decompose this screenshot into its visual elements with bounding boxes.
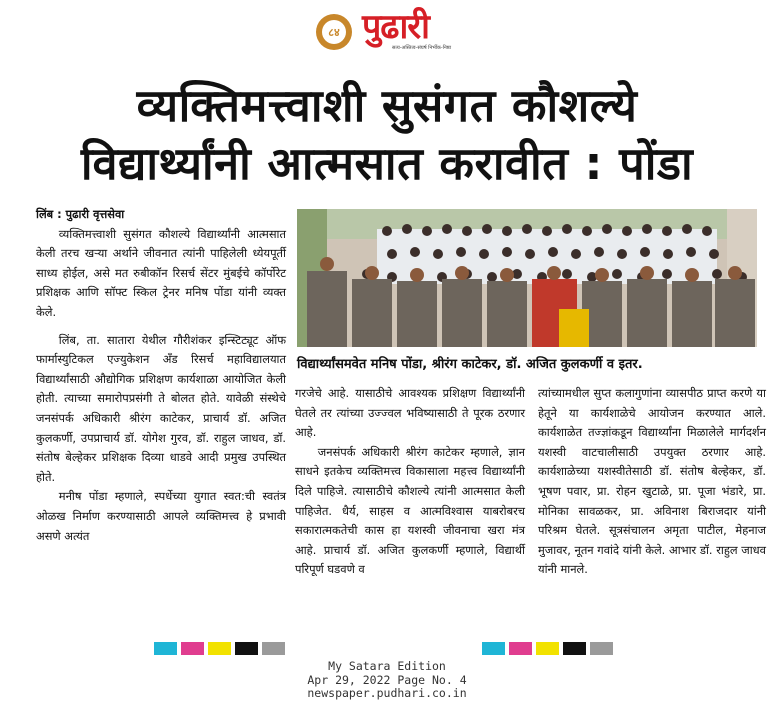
color-swatch-gray (262, 642, 285, 655)
edition-name: My Satara Edition (328, 659, 446, 673)
article-paragraph: लिंब, ता. सातारा येथील गौरीशंकर इन्स्टिट्यूट ऑफ फार्मास्युटिकल एज्युकेशन अँड रिसर्च महाविद्यालयात विद्यार्थ्यांसाठी औद्योगिक प्रशिक्षण कार्यशाळा आयोजित केली होती. त्याच्या समारोपप्रसंगी ते बोलत होते. यावेळी संस्थेचे जनसंपर्क अधिकारी श्रीरंग काटेकर, प्राचार्य डॉ. अजित कुलकर्णी, उपप्राचार्य डॉ. योगेश गुरव, डॉ. राहुल जाधव, डॉ. संतोष बेल्हेकर प्रशिक्षक दिव्या धाडवे आदी प्रमुख उपस्थित होते. (36, 332, 286, 484)
color-swatch-yellow (536, 642, 559, 655)
pudhari-seal-logo (314, 12, 354, 52)
edition-date: Apr 29, 2022 Page No. 4 (307, 672, 467, 687)
registration-color-bar-right (482, 642, 617, 655)
seal-text: ८४ (328, 26, 340, 39)
edition-url: newspaper.pudhari.co.in (307, 686, 467, 700)
article-paragraph: त्यांच्यामधील सुप्त कलागुणांना व्यासपीठ प्राप्त करणे या हेतूने या कार्यशाळेचे आयोजन करण्यात आले. कार्यशाळेत तज्ज्ञांकडून विद्यार्थ्यांना मिळालेले मार्गदर्शन यशस्वी वाटचालीसाठी उपयुक्त ठरणार आहे. कार्यशाळेच्या यशस्वीतेसाठी डॉ. संतोष बेल्हेकर, डॉ. भूषण पवार, प्रा. रोहन खुटाळे, प्रा. पूजा भंडारे, प्रा. मोनिका सावळकर, प्रा. अविनाश बिराजदार यांनी परिश्रम घेतले. सूत्रसंचालन अमृता पाटील, मेहनाज मुजावर, नूतन गवांदे यांनी केले. आभार डॉ. राहुल जाधव यांनी मानले. (538, 386, 766, 577)
article-column-3 (538, 384, 766, 580)
photo-caption: विद्यार्थ्यांसमवेत मनिष पोंडा, श्रीरंग काटेकर, डॉ. अजित कुलकर्णी व इतर. (297, 357, 643, 372)
color-swatch-cyan (482, 642, 505, 655)
color-swatch-magenta (181, 642, 204, 655)
registration-color-bar-left (154, 642, 289, 655)
masthead (0, 8, 774, 58)
article-paragraph: गरजेचे आहे. यासाठीचे आवश्यक प्रशिक्षण विद्यार्थ्यांनी घेतले तर त्यांच्या उज्ज्वल भविष्यासाठी ते पूरक ठरणार आहे. (295, 386, 525, 440)
pudhari-logo (362, 7, 466, 56)
logo-tagline: सत्य-अस्तित्व-संघर्ष निर्भीक-निष्ठा (392, 45, 452, 51)
article-paragraph: मनीष पोंडा म्हणाले, स्पर्धेच्या युगात स्वत:ची स्वतंत्र ओळख निर्माण करण्यासाठी आपले व्यक्तिमत्त्व हे प्रभावी असणे अत्यंत (36, 489, 286, 543)
group-photo (297, 209, 757, 347)
article-paragraph: व्यक्तिमत्त्वाशी सुसंगत कौशल्ये विद्यार्थ्यांनी आत्मसात केली तरच खऱ्या अर्थाने जीवनात त्यांनी पाहिलेली ध्येयपूर्ती साध्य होईल, असे मत रुबीकॉन रिसर्च सेंटर मुंबईचे कॉर्पोरेट प्रशिक्षक आणि सॉफ्ट स्किल ट्रेनर मनिष पोंडा यांनी व्यक्त केले. (36, 226, 286, 319)
color-swatch-cyan (154, 642, 177, 655)
byline: लिंब : पुढारी वृत्तसेवा (36, 207, 125, 221)
group-photo-image (297, 209, 757, 347)
headline-line-1: व्यक्तिमत्त्वाशी सुसंगत कौशल्ये (136, 79, 638, 132)
article-column-2 (295, 384, 525, 580)
logo-wordmark: पुढारी (362, 7, 429, 47)
edition-footer (260, 660, 514, 701)
color-swatch-black (563, 642, 586, 655)
color-swatch-magenta (509, 642, 532, 655)
color-swatch-gray (590, 642, 613, 655)
color-swatch-black (235, 642, 258, 655)
article-paragraph: जनसंपर्क अधिकारी श्रीरंग काटेकर म्हणाले, ज्ञान साधने इतकेच व्यक्तिमत्त्व विकासाला महत्त्व विद्यार्थ्यांनी दिले पाहिजे. त्यासाठीचे कौशल्ये त्यांनी आत्मसात केली पाहिजेत. धैर्य, साहस व आत्मविश्वास याबरोबरच सकारात्मकतेची कास हा यशस्वी जीवनाचा खरा मंत्र आहे. प्राचार्य डॉ. अजित कुलकर्णी म्हणाले, विद्यार्थी परिपूर्ण घडवणे व (295, 444, 525, 577)
article-column-1 (36, 205, 286, 546)
color-swatch-yellow (208, 642, 231, 655)
headline-line-2: विद्यार्थ्यांनी आत्मसात करावीत : पोंडा (80, 137, 694, 190)
